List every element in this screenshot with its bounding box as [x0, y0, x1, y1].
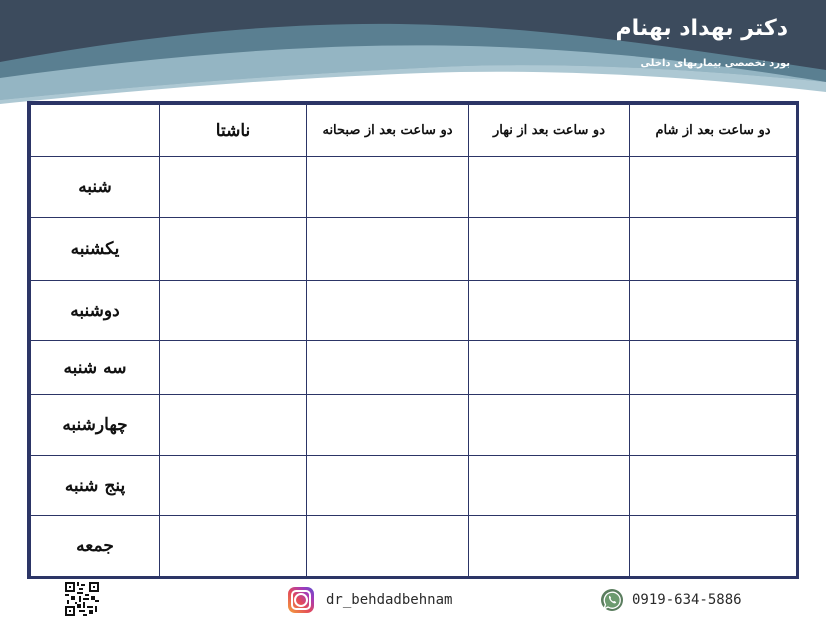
entry-cell[interactable] — [469, 395, 630, 456]
entry-cell[interactable] — [307, 516, 469, 577]
entry-cell[interactable] — [160, 341, 307, 395]
doctor-specialty: بورد تخصصی بیماریهای داخلی — [640, 58, 790, 69]
entry-cell[interactable] — [307, 456, 469, 516]
entry-cell[interactable] — [160, 516, 307, 577]
table-row — [31, 395, 797, 456]
table-header-row — [31, 105, 797, 157]
entry-cell[interactable] — [160, 281, 307, 341]
entry-cell[interactable] — [630, 456, 797, 516]
glucose-log-table-frame — [27, 101, 799, 579]
day-label: دوشنبه — [31, 281, 160, 341]
entry-cell[interactable] — [160, 395, 307, 456]
entry-cell[interactable] — [469, 456, 630, 516]
entry-cell[interactable] — [469, 516, 630, 577]
entry-cell[interactable] — [469, 341, 630, 395]
day-label: سه شنبه — [31, 341, 160, 395]
entry-cell[interactable] — [630, 281, 797, 341]
entry-cell[interactable] — [160, 157, 307, 218]
entry-cell[interactable] — [469, 157, 630, 218]
column-header-after-dinner: دو ساعت بعد از شام — [630, 105, 797, 157]
day-label: یکشنبه — [31, 218, 160, 281]
entry-cell[interactable] — [160, 218, 307, 281]
table-row — [31, 157, 797, 218]
entry-cell[interactable] — [469, 218, 630, 281]
day-label: جمعه — [31, 516, 160, 577]
entry-cell[interactable] — [307, 395, 469, 456]
table-row — [31, 516, 797, 577]
entry-cell[interactable] — [469, 281, 630, 341]
header-corner-cell — [31, 105, 160, 157]
whatsapp-icon — [600, 588, 624, 612]
glucose-log-table — [30, 104, 797, 577]
column-header-fasting: ناشتا — [160, 105, 307, 157]
day-label: شنبه — [31, 157, 160, 218]
entry-cell[interactable] — [307, 157, 469, 218]
doctor-name: دکتر بهداد بهنام — [615, 16, 788, 41]
entry-cell[interactable] — [630, 218, 797, 281]
day-label: پنج شنبه — [31, 456, 160, 516]
instagram-handle: dr_behdadbehnam — [326, 592, 453, 608]
qr-code-icon — [65, 582, 99, 616]
instagram-contact[interactable] — [288, 586, 452, 614]
table-row — [31, 218, 797, 281]
table-row — [31, 341, 797, 395]
entry-cell[interactable] — [307, 281, 469, 341]
entry-cell[interactable] — [307, 341, 469, 395]
table-row — [31, 281, 797, 341]
entry-cell[interactable] — [160, 456, 307, 516]
instagram-icon — [288, 587, 314, 613]
column-header-after-lunch: دو ساعت بعد از نهار — [469, 105, 630, 157]
table-row — [31, 456, 797, 516]
entry-cell[interactable] — [630, 157, 797, 218]
phone-number: 0919-634-5886 — [632, 592, 742, 608]
whatsapp-contact[interactable] — [600, 586, 742, 614]
entry-cell[interactable] — [630, 516, 797, 577]
column-header-after-breakfast: دو ساعت بعد از صبحانه — [307, 105, 469, 157]
entry-cell[interactable] — [630, 395, 797, 456]
entry-cell[interactable] — [630, 341, 797, 395]
header-banner — [0, 0, 826, 105]
entry-cell[interactable] — [307, 218, 469, 281]
day-label: چهارشنبه — [31, 395, 160, 456]
